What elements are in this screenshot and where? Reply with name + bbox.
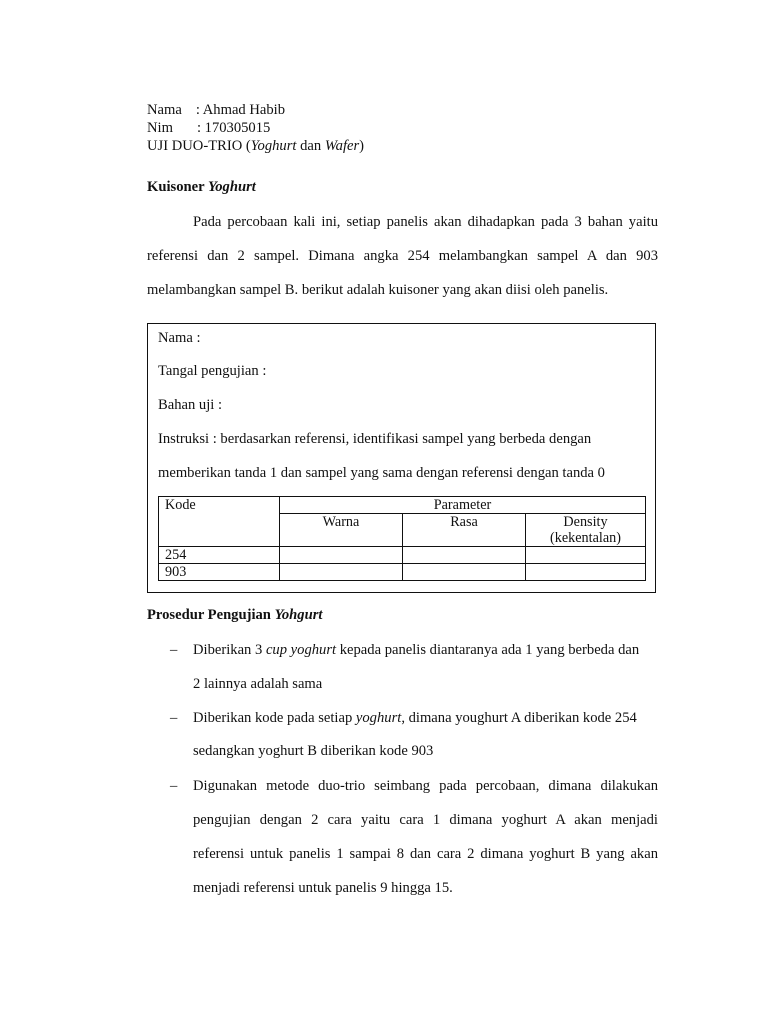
table-header-parameter: Parameter [280, 497, 646, 514]
score-table [158, 496, 646, 581]
bullet-dash: – [170, 778, 178, 794]
bullet-line: Digunakan metode duo-trio seimbang pada percobaan, dimana dilakukan [193, 778, 658, 794]
name-value: : Ahmad Habib [195, 102, 286, 118]
table-cell [280, 547, 403, 564]
form-instruksi: Instruksi : berdasarkan referensi, identifikasi sampel yang berbeda dengan [158, 431, 592, 447]
paragraph-line: melambangkan sampel B. berikut adalah kuisoner yang akan diisi oleh panelis. [147, 282, 609, 298]
form-tanggal: Tangal pengujian : [158, 363, 267, 379]
bullet-line: Diberikan 3 cup yoghurt kepada panelis diantaranya ada 1 yang berbeda dan [193, 642, 640, 658]
form-instruksi-cont: memberikan tanda 1 dan sampel yang sama dengan referensi dengan tanda 0 [158, 465, 605, 481]
section-title-prosedur: Prosedur Pengujian Yohgurt [147, 607, 323, 623]
bullet-line: sedangkan yoghurt B diberikan kode 903 [193, 743, 434, 759]
bullet-line: Diberikan kode pada setiap yoghurt, dimana youghurt A diberikan kode 254 [193, 710, 637, 726]
paragraph-line: Pada percobaan kali ini, setiap panelis akan dihadapkan pada 3 bahan yaitu [193, 214, 658, 230]
table-cell [403, 564, 526, 581]
bullet-line: pengujian dengan 2 cara yaitu cara 1 dimana yoghurt A akan menjadi [193, 812, 658, 828]
bullet-dash: – [170, 642, 178, 658]
table-header-warna: Warna [280, 514, 403, 547]
name-row [147, 102, 285, 119]
table-row [159, 547, 646, 564]
bullet-line: 2 lainnya adalah sama [193, 676, 323, 692]
paragraph-line: referensi dan 2 sampel. Dimana angka 254 melambangkan sampel A dan 903 [147, 248, 658, 264]
nim-value: : 170305015 [196, 120, 271, 136]
form-bahan: Bahan uji : [158, 397, 223, 413]
table-cell [526, 547, 646, 564]
table-cell [280, 564, 403, 581]
table-cell-code: 903 [159, 564, 280, 581]
test-title: UJI DUO-TRIO (Yoghurt dan Wafer) [147, 138, 365, 154]
bullet-line: referensi untuk panelis 1 sampai 8 dan cara 2 dimana yoghurt B yang akan [193, 846, 658, 862]
name-label: Nama [147, 102, 182, 118]
table-row [159, 564, 646, 581]
bullet-dash: – [170, 710, 178, 726]
section-title-kuisoner: Kuisoner Yoghurt [147, 179, 256, 195]
table-header-kode: Kode [159, 497, 280, 547]
table-cell-code: 254 [159, 547, 280, 564]
form-nama: Nama : [158, 330, 201, 346]
table-cell [403, 547, 526, 564]
nim-row [147, 120, 270, 137]
table-header-rasa: Rasa [403, 514, 526, 547]
bullet-line: menjadi referensi untuk panelis 9 hingga 15. [193, 880, 453, 896]
table-header-density: Density (kekentalan) [526, 514, 646, 547]
table-cell [526, 564, 646, 581]
nim-label: Nim [147, 120, 173, 136]
